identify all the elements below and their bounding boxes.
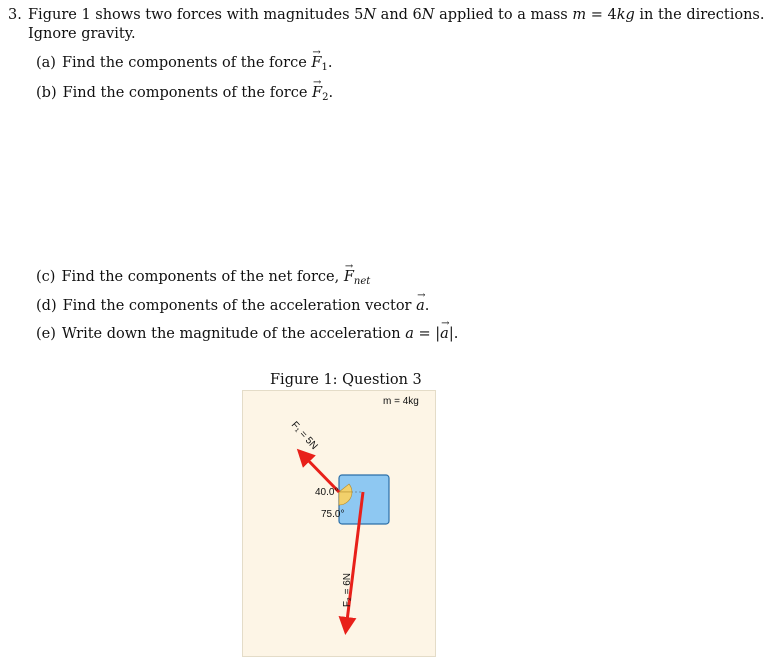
part-e-label: (e) bbox=[36, 326, 56, 342]
part-c-text: Find the components of the net force, bbox=[61, 269, 344, 285]
question-text-a: Figure 1 shows two forces with magnitudes 5 bbox=[28, 7, 364, 23]
part-e-math-eq: = | bbox=[413, 326, 441, 342]
force-f1-label: F₁ = 5N bbox=[288, 419, 320, 453]
part-d-end: . bbox=[424, 298, 430, 314]
part-e-math-close: | bbox=[448, 326, 454, 342]
unit-newton-2: N bbox=[421, 7, 435, 23]
force-f2-label: F₂ = 6N bbox=[342, 573, 353, 608]
part-a-label: (a) bbox=[36, 55, 56, 71]
angle-label-2: 75.0° bbox=[321, 509, 345, 520]
force-diagram-svg bbox=[243, 391, 435, 656]
mass-label: m = 4kg bbox=[383, 396, 419, 407]
part-b-text: Find the components of the force bbox=[62, 85, 313, 101]
question-text-d: in the directions. bbox=[634, 7, 764, 23]
part-a-end: . bbox=[327, 55, 333, 71]
figure-caption: Figure 1: Question 3 bbox=[270, 372, 422, 388]
mass-symbol: m bbox=[572, 7, 587, 23]
part-c-vector: → F bbox=[344, 268, 354, 286]
unit-kg: kg bbox=[616, 7, 635, 23]
question-text-b: and 6 bbox=[376, 7, 422, 23]
part-d bbox=[36, 297, 429, 315]
part-b-label: (b) bbox=[36, 85, 57, 101]
part-a bbox=[36, 54, 332, 77]
part-d-label: (d) bbox=[36, 298, 57, 314]
question-number: 3. bbox=[8, 7, 22, 23]
force-diagram bbox=[242, 390, 436, 657]
part-a-vector: → F bbox=[311, 54, 321, 72]
part-b bbox=[36, 84, 333, 107]
question-text-line2: Ignore gravity. bbox=[28, 26, 136, 42]
part-e bbox=[36, 325, 458, 343]
part-a-subscript: 1 bbox=[321, 62, 328, 73]
part-b-subscript: 2 bbox=[322, 92, 329, 103]
part-d-vector: → a bbox=[416, 297, 425, 315]
part-b-vector: → F bbox=[312, 84, 322, 102]
part-b-end: . bbox=[328, 85, 334, 101]
part-d-text: Find the components of the acceleration vector bbox=[62, 298, 417, 314]
part-e-vector: → a bbox=[440, 325, 449, 343]
question-text-c: applied to a mass bbox=[434, 7, 573, 23]
part-c bbox=[36, 268, 370, 291]
part-a-text: Find the components of the force bbox=[61, 55, 312, 71]
part-c-subscript: net bbox=[353, 276, 371, 287]
part-e-text: Write down the magnitude of the acceleration bbox=[61, 326, 406, 342]
unit-newton-1: N bbox=[363, 7, 377, 23]
part-e-end: . bbox=[453, 326, 459, 342]
mass-equals: = 4 bbox=[586, 7, 617, 23]
angle-label-1: 40.0° bbox=[315, 487, 339, 498]
question-text-line1 bbox=[28, 6, 764, 24]
part-c-label: (c) bbox=[36, 269, 56, 285]
part-e-math-a: a bbox=[405, 326, 414, 342]
